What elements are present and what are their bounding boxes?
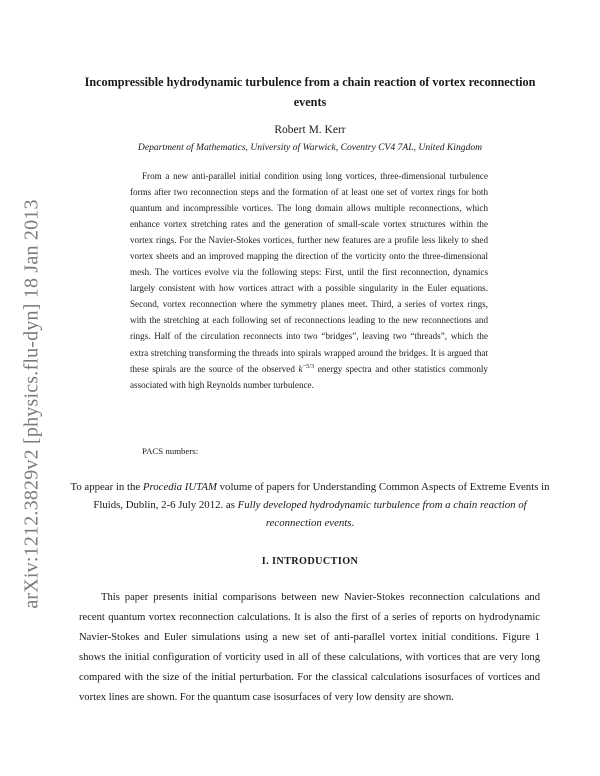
arxiv-sidebar bbox=[0, 0, 60, 776]
publication-note bbox=[70, 478, 550, 532]
k-exponent: −5/3 bbox=[302, 362, 315, 370]
author-name: Robert M. Kerr bbox=[274, 124, 346, 136]
arxiv-identifier: arXiv:1212.3829v2 [physics.flu-dyn] 18 Jan 2013 bbox=[20, 199, 43, 609]
note-venue: Procedia IUTAM bbox=[142, 481, 217, 493]
paper-title: Incompressible hydrodynamic turbulence from a chain reaction of vortex reconnection events bbox=[84, 75, 536, 109]
intro-paragraph: This paper presents initial comparisons between new Navier-Stokes reconnection calculations and recent quantum vortex reconnection calculations. It is also the first of a series of reports on hydrodynamic Navier-Stokes and Euler simulations using a new set of anti-parallel vortex initial conditions. Figure 1 shows the initial configuration of vorticity used in all of these calculations, with vortices that are very long compared with the size of the initial perturbation. For the classical calculations isosurfaces of vortices and vortex lines are shown. For the quantum case isosurfaces of very low density are shown. bbox=[79, 592, 540, 704]
pacs-numbers: PACS numbers: bbox=[142, 446, 199, 456]
note-paper-title: Fully developed hydrodynamic turbulence from a chain reaction of reconnection events bbox=[237, 499, 527, 529]
note-middle: volume of papers for Understanding Common Aspects of Extreme Events in Fluids, Dublin, 2-6 July 2012. as bbox=[93, 481, 550, 511]
section-heading: I. INTRODUCTION bbox=[261, 556, 359, 567]
abstract bbox=[130, 168, 488, 393]
k-symbol: k bbox=[298, 363, 303, 374]
abstract-text-after: energy spectra and other statistics commonly associated with high Reynolds number turbulence. bbox=[130, 363, 488, 390]
note-prefix: To appear in the bbox=[70, 481, 143, 493]
author-affiliation: Department of Mathematics, University of Warwick, Coventry CV4 7AL, United Kingdom bbox=[137, 142, 483, 153]
abstract-text-before: From a new anti-parallel initial condition using long vortices, three-dimensional turbulence forms after two reconnection steps and the formation of at least one set of vortex rings for both quantum and incompressible vortices. The long domain allows multiple reconnections, which enhance vortex stretching rates and the generation of small-scale vortex structures within the vortex rings. For the Navier-Stokes vortices, further new features are a profile less likely to shed vortex sheets and an improved mapping the direction of the vorticity onto the three-dimensional mesh. The vortices evolve via the following steps: First, until the first reconnection, dynamics largely consistent with how vortices attract with a possible singularity in the Euler equations. Second, vortex reconnection where the symmetry planes meet. Third, a series of vortex rings, with the stretching at each following set of reconnections leading to the new reconnections and rings. Half of the circulation reconnects into two “bridges”, leaving two “threads”, which the extra stretching transforming the threads into spirals wrapped around the bridges. It is argued that these spirals are the source of the observed bbox=[130, 171, 488, 374]
note-suffix: . bbox=[351, 517, 355, 529]
